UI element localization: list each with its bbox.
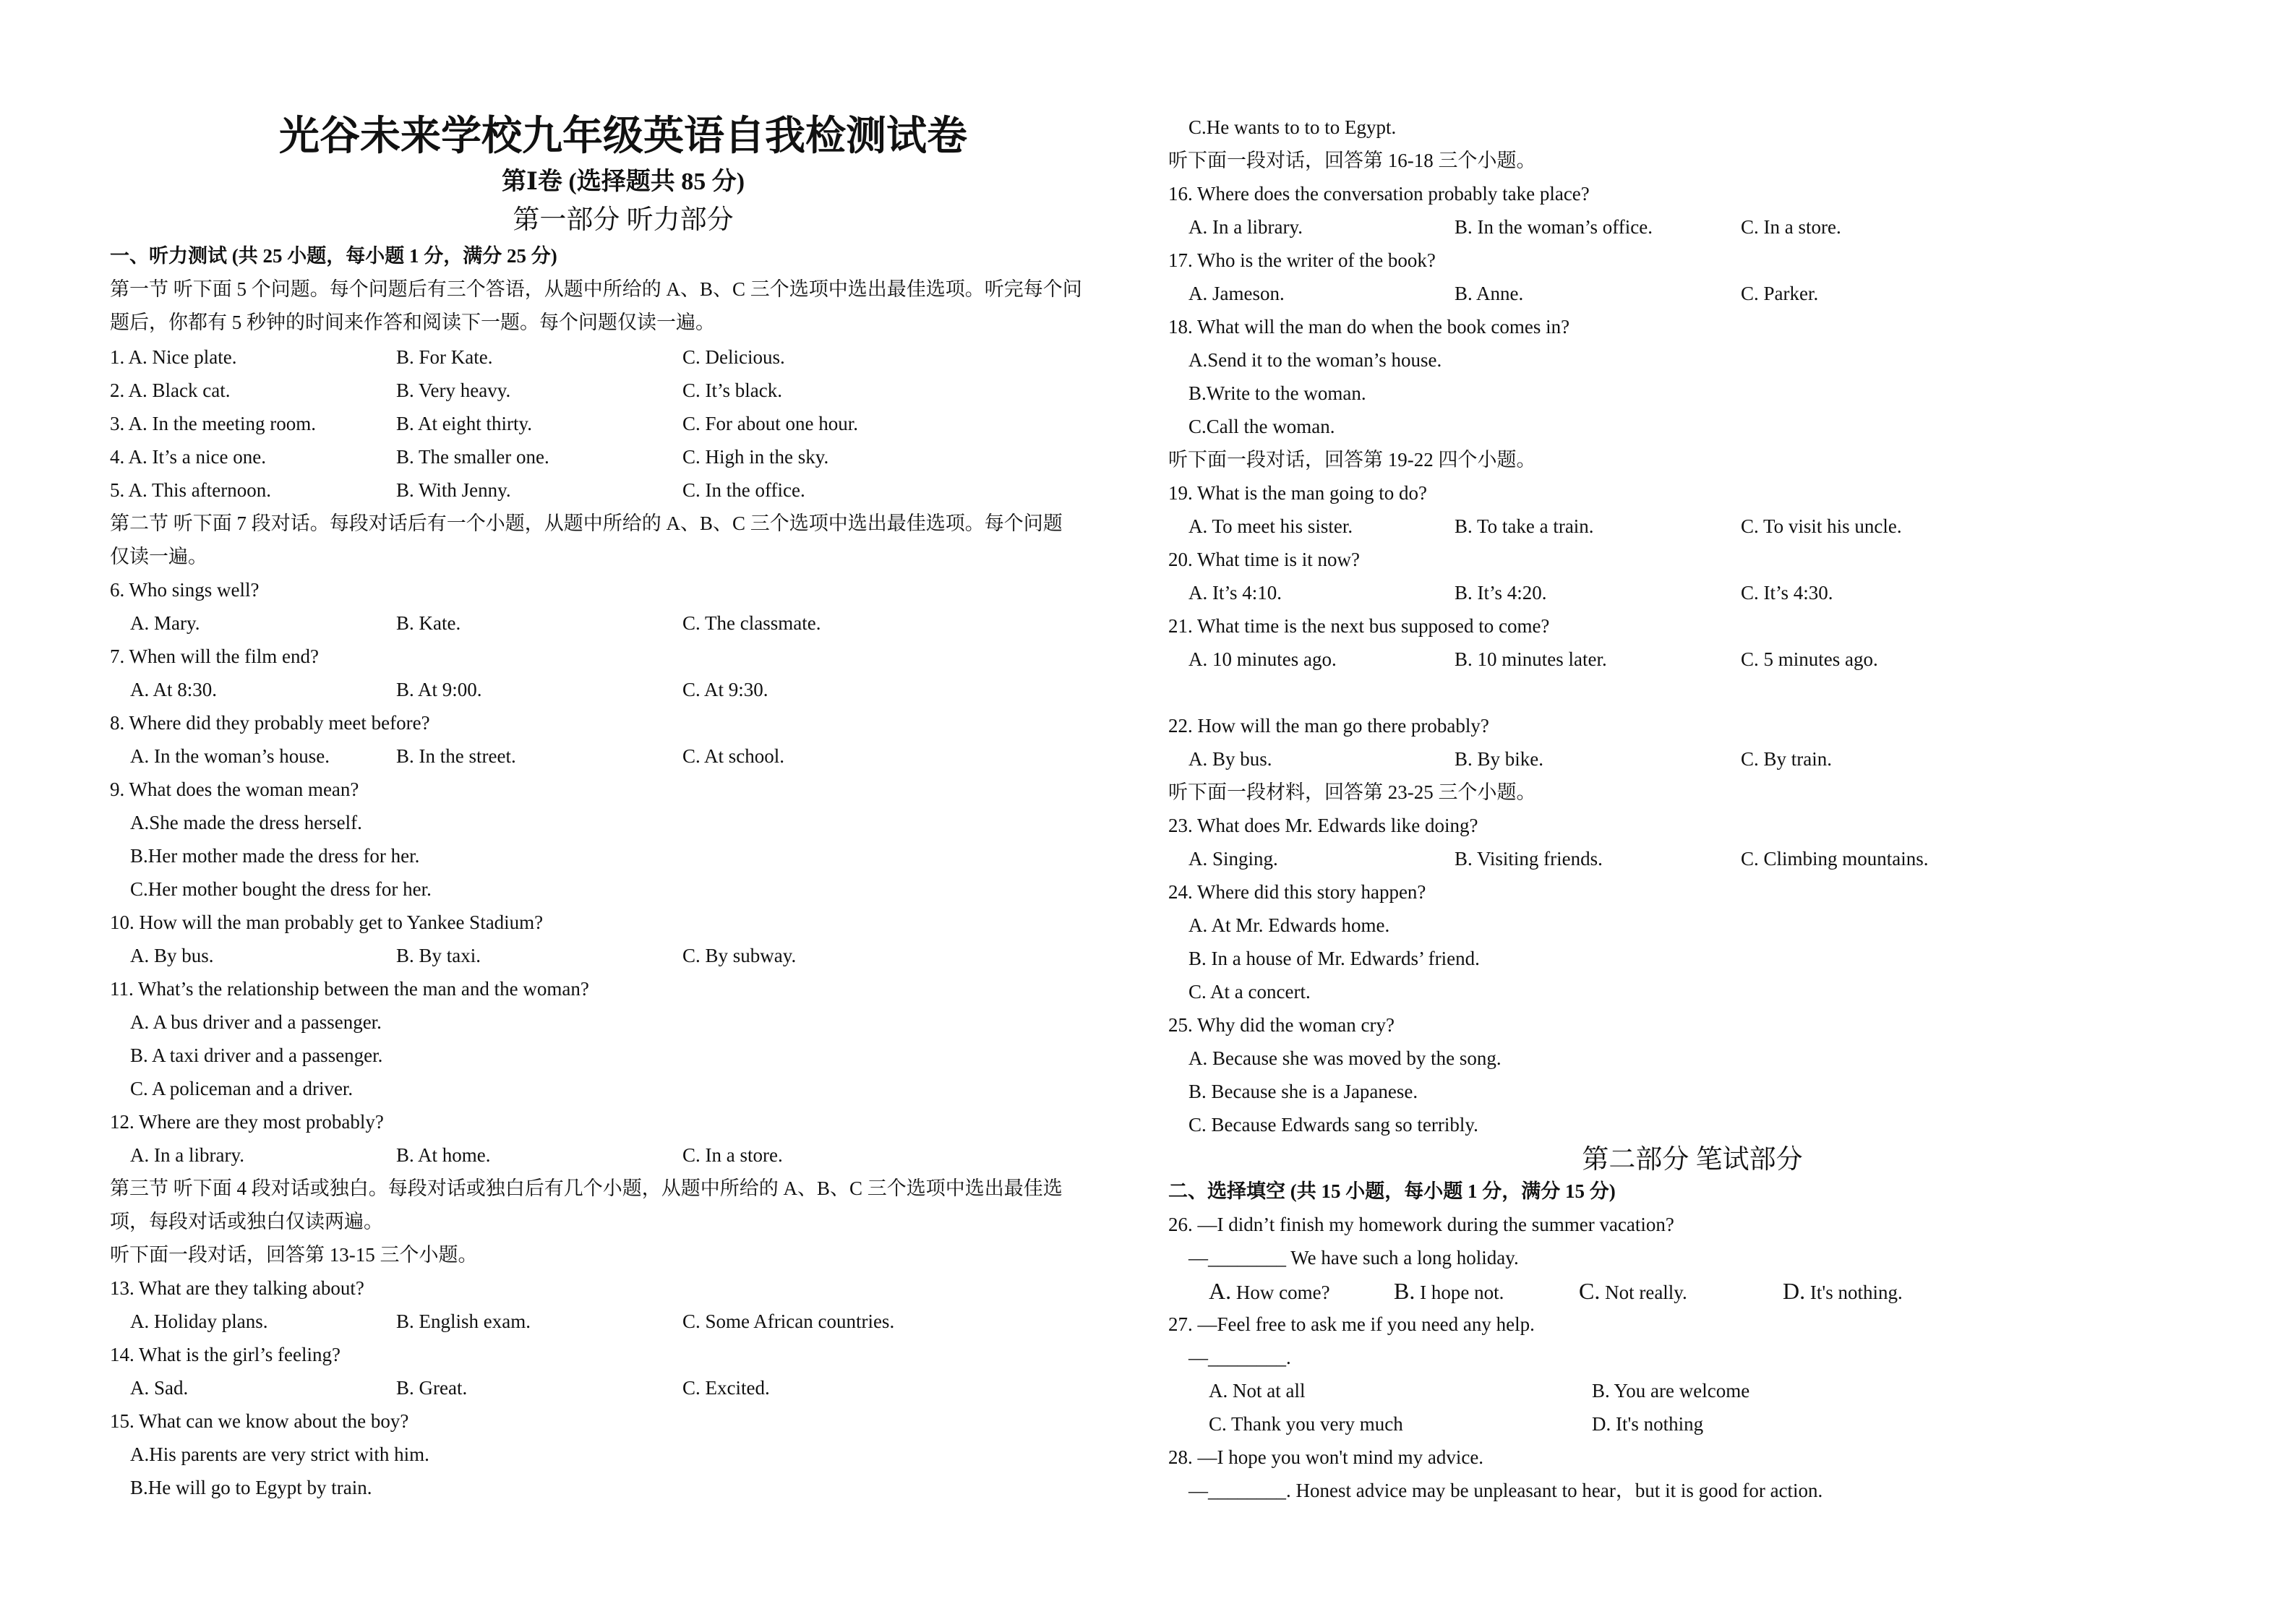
- option-a: A.His parents are very strict with him.: [130, 1443, 429, 1465]
- option-b: B. Very heavy.: [396, 379, 511, 401]
- question-stem: 16. Where does the conversation probably take place?: [1168, 183, 1590, 205]
- option-b: B. Great.: [396, 1377, 468, 1399]
- option-c: C.Her mother bought the dress for her.: [130, 878, 432, 900]
- question-stem: 6. Who sings well?: [110, 579, 260, 601]
- option-c: C. By train.: [1741, 748, 1832, 770]
- option-a: 3. A. In the meeting room.: [110, 413, 316, 434]
- question-stem: 12. Where are they most probably?: [110, 1111, 384, 1133]
- question-stem: 28. —I hope you won't mind my advice.: [1168, 1446, 1484, 1468]
- option-b: B. You are welcome: [1592, 1380, 1750, 1402]
- option-b: B. English exam.: [396, 1310, 531, 1332]
- option-a: A. Singing.: [1188, 848, 1278, 870]
- option-a: 1. A. Nice plate.: [110, 346, 237, 368]
- option-a: [1209, 1278, 1330, 1305]
- option-c: C. By subway.: [682, 945, 797, 966]
- option-b: B.Write to the woman.: [1188, 382, 1366, 404]
- option-b: B. In the street.: [396, 745, 516, 767]
- option-text: Not really.: [1600, 1282, 1687, 1303]
- question-stem: 15. What can we know about the boy?: [110, 1410, 409, 1432]
- option-b: B. At eight thirty.: [396, 413, 532, 434]
- option-c: C. Excited.: [682, 1377, 770, 1399]
- option-a: A. Because she was moved by the song.: [1188, 1047, 1502, 1069]
- instruction-line: 第二节 听下面 7 段对话。每段对话后有一个小题，从题中所给的 A、B、C 三个选项中选出最佳选项。每个问题: [110, 512, 1063, 534]
- question-stem: 19. What is the man going to do?: [1168, 482, 1427, 504]
- option-c: [1579, 1278, 1687, 1305]
- option-letter: D.: [1783, 1278, 1806, 1304]
- option-a: A. Holiday plans.: [130, 1310, 268, 1332]
- option-a: A. In a library.: [130, 1144, 244, 1166]
- option-c: C. The classmate.: [682, 612, 821, 634]
- option-text: How come?: [1231, 1282, 1330, 1303]
- question-reply: —________.: [1188, 1347, 1291, 1368]
- option-a: A. 10 minutes ago.: [1188, 648, 1337, 670]
- option-b: B. At home.: [396, 1144, 491, 1166]
- option-a: A. It’s 4:10.: [1188, 582, 1282, 604]
- option-a: A. Jameson.: [1188, 283, 1285, 304]
- option-b: B. In a house of Mr. Edwards’ friend.: [1188, 948, 1480, 969]
- question-stem: 25. Why did the woman cry?: [1168, 1014, 1395, 1036]
- option-a: A. Mary.: [130, 612, 200, 634]
- option-a: A. Not at all: [1209, 1380, 1306, 1402]
- option-d: [1783, 1278, 1903, 1305]
- option-b: [1394, 1278, 1504, 1305]
- option-a: A.She made the dress herself.: [130, 812, 362, 833]
- question-stem: 20. What time is it now?: [1168, 549, 1360, 570]
- part-one-title: 第一部分 听力部分: [513, 205, 734, 235]
- option-b: B. It’s 4:20.: [1455, 582, 1547, 604]
- dialogue-instruction: 听下面一段材料，回答第 23-25 三个小题。: [1168, 781, 1536, 803]
- dialogue-instruction: 听下面一段对话，回答第 13-15 三个小题。: [110, 1244, 478, 1266]
- option-text: I hope not.: [1415, 1282, 1504, 1303]
- section-heading: 二、选择填空 (共 15 小题，每小题 1 分，满分 15 分): [1168, 1180, 1616, 1202]
- question-stem: 24. Where did this story happen?: [1168, 881, 1426, 903]
- option-b: B. Kate.: [396, 612, 461, 634]
- option-b: B. At 9:00.: [396, 679, 482, 700]
- option-c: C.He wants to to to Egypt.: [1188, 116, 1397, 138]
- option-c: C.Call the woman.: [1188, 416, 1335, 437]
- option-c: C. 5 minutes ago.: [1741, 648, 1878, 670]
- option-text: It's nothing.: [1805, 1282, 1903, 1303]
- option-a: A. A bus driver and a passenger.: [130, 1011, 382, 1033]
- question-stem: 22. How will the man go there probably?: [1168, 715, 1489, 737]
- option-c: C. Thank you very much: [1209, 1413, 1403, 1435]
- option-letter: C.: [1579, 1278, 1601, 1304]
- option-a: A. At Mr. Edwards home.: [1188, 914, 1390, 936]
- dialogue-instruction: 听下面一段对话，回答第 19-22 四个小题。: [1168, 449, 1536, 471]
- question-stem: 27. —Feel free to ask me if you need any help.: [1168, 1313, 1535, 1335]
- option-a: A. In a library.: [1188, 216, 1303, 238]
- option-c: C. High in the sky.: [682, 446, 829, 468]
- question-reply: —________. Honest advice may be unpleasant to hear，but it is good for action.: [1188, 1480, 1823, 1501]
- question-stem: 9. What does the woman mean?: [110, 778, 359, 800]
- option-c: C. A policeman and a driver.: [130, 1078, 354, 1099]
- option-a: A. In the woman’s house.: [130, 745, 330, 767]
- option-letter: A.: [1209, 1278, 1232, 1304]
- section-heading: 一、听力测试 (共 25 小题，每小题 1 分，满分 25 分): [110, 245, 557, 267]
- option-a: A.Send it to the woman’s house.: [1188, 349, 1442, 371]
- option-b: B. The smaller one.: [396, 446, 549, 468]
- option-b: B. By bike.: [1455, 748, 1544, 770]
- option-c: C. Parker.: [1741, 283, 1819, 304]
- option-b: B. To take a train.: [1455, 515, 1594, 537]
- option-c: C. At a concert.: [1188, 981, 1311, 1003]
- dialogue-instruction: 听下面一段对话，回答第 16-18 三个小题。: [1168, 150, 1536, 171]
- option-c: C. At school.: [682, 745, 785, 767]
- option-c: C. At 9:30.: [682, 679, 768, 700]
- option-b: B. A taxi driver and a passenger.: [130, 1044, 383, 1066]
- volume-subtitle: 第Ⅰ卷 (选择题共 85 分): [501, 168, 745, 195]
- option-a: 4. A. It’s a nice one.: [110, 446, 266, 468]
- question-stem: 14. What is the girl’s feeling?: [110, 1344, 340, 1365]
- instruction-line: 仅读一遍。: [110, 546, 207, 567]
- option-c: C. In a store.: [682, 1144, 783, 1166]
- option-c: C. It’s black.: [682, 379, 782, 401]
- option-a: A. At 8:30.: [130, 679, 218, 700]
- option-c: C. Some African countries.: [682, 1310, 895, 1332]
- question-stem: 10. How will the man probably get to Yankee Stadium?: [110, 911, 544, 933]
- option-c: C. In a store.: [1741, 216, 1841, 238]
- option-d: D. It's nothing: [1592, 1413, 1704, 1435]
- option-a: A. By bus.: [130, 945, 214, 966]
- option-a: A. Sad.: [130, 1377, 189, 1399]
- option-b: B. Visiting friends.: [1455, 848, 1603, 870]
- instruction-line: 第一节 听下面 5 个问题。每个问题后有三个答语，从题中所给的 A、B、C 三个选项中选出最佳选项。听完每个问: [110, 278, 1082, 300]
- option-b: B. 10 minutes later.: [1455, 648, 1607, 670]
- instruction-line: 第三节 听下面 4 段对话或独白。每段对话或独白后有几个小题，从题中所给的 A、B、C 三个选项中选出最佳选: [110, 1177, 1063, 1199]
- option-c: C. Delicious.: [682, 346, 785, 368]
- option-letter: B.: [1394, 1278, 1415, 1304]
- option-b: B. Because she is a Japanese.: [1188, 1081, 1418, 1102]
- option-a: 5. A. This afternoon.: [110, 479, 271, 501]
- option-c: C. Climbing mountains.: [1741, 848, 1929, 870]
- option-c: C. It’s 4:30.: [1741, 582, 1833, 604]
- option-b: B.Her mother made the dress for her.: [130, 845, 420, 867]
- option-c: C. In the office.: [682, 479, 805, 501]
- option-b: B.He will go to Egypt by train.: [130, 1477, 372, 1498]
- question-stem: 26. —I didn’t finish my homework during the summer vacation?: [1168, 1214, 1674, 1235]
- question-stem: 13. What are they talking about?: [110, 1277, 364, 1299]
- option-c: C. Because Edwards sang so terribly.: [1188, 1114, 1478, 1136]
- question-reply: —________ We have such a long holiday.: [1188, 1247, 1519, 1269]
- option-b: B. Anne.: [1455, 283, 1524, 304]
- question-stem: 8. Where did they probably meet before?: [110, 712, 430, 734]
- question-stem: 11. What’s the relationship between the man and the woman?: [110, 978, 589, 1000]
- option-a: A. To meet his sister.: [1188, 515, 1353, 537]
- question-stem: 7. When will the film end?: [110, 645, 319, 667]
- question-stem: 21. What time is the next bus supposed to come?: [1168, 615, 1550, 637]
- option-b: B. With Jenny.: [396, 479, 511, 501]
- exam-title: 光谷未来学校九年级英语自我检测试卷: [279, 114, 967, 159]
- question-stem: 23. What does Mr. Edwards like doing?: [1168, 815, 1478, 836]
- question-stem: 17. Who is the writer of the book?: [1168, 249, 1436, 271]
- option-b: B. In the woman’s office.: [1455, 216, 1653, 238]
- question-stem: 18. What will the man do when the book comes in?: [1168, 316, 1570, 338]
- instruction-line: 题后，你都有 5 秒钟的时间来作答和阅读下一题。每个问题仅读一遍。: [110, 312, 715, 333]
- option-b: B. By taxi.: [396, 945, 481, 966]
- option-a: 2. A. Black cat.: [110, 379, 231, 401]
- instruction-line: 项，每段对话或独白仅读两遍。: [110, 1211, 383, 1232]
- option-c: C. For about one hour.: [682, 413, 858, 434]
- option-b: B. For Kate.: [396, 346, 493, 368]
- option-c: C. To visit his uncle.: [1741, 515, 1902, 537]
- part-two-title: 第二部分 笔试部分: [1582, 1145, 1803, 1175]
- option-a: A. By bus.: [1188, 748, 1272, 770]
